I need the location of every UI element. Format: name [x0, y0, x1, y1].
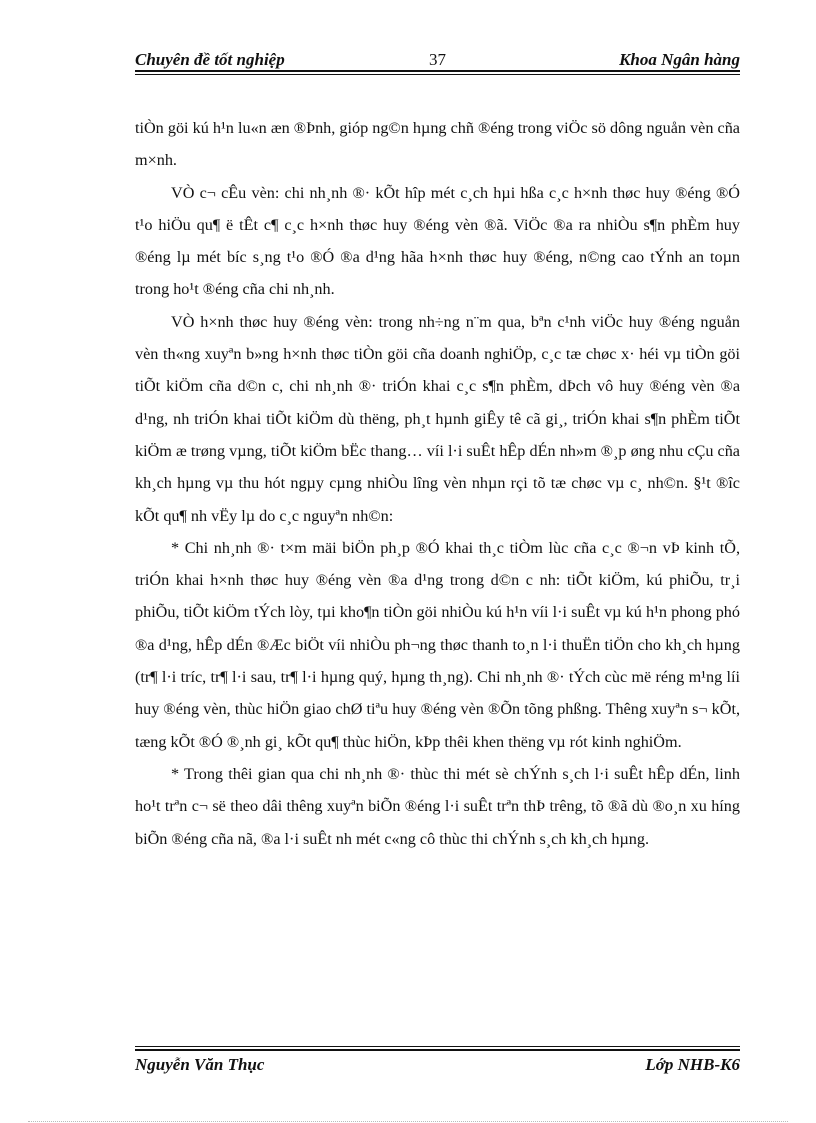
header-department: Khoa Ngân hàng: [619, 50, 740, 69]
footer-rule-thin: [135, 1046, 740, 1047]
footer-author: Nguyễn Văn Thục: [135, 1055, 265, 1074]
page-header: [135, 46, 740, 74]
paragraph: VÒ h×nh thøc huy ®éng vèn: trong nh÷ng n¨m qua, bªn c¹nh viÖc huy ®éng nguån vèn th«ng xuyªn b»ng h×nh thøc tiÒn göi cña doanh nghiÖp, c¸c tæ chøc x· héi vµ tiÒn göi tiÕt kiÖm cña d©n c, chi nh¸nh ®· triÓn khai c¸c s¶n phÈm, dÞch vô huy ®éng vèn ®a d¹ng, nh triÓn khai tiÕt kiÖm dù thëng, ph¸t hµnh giÊy tê cã gi¸, triÓn khai s¶n phÈm tiÕt kiÖm æ trøng vµng, tiÕt kiÖm bËc thang… víi l·i suÊt hÊp dÉn nh»m ®¸p øng nhu cÇu cña kh¸ch hµng vµ thu hót ngµy cµng nhiÒu lîng vèn nhµn rçi tõ tæ chøc vµ c¸ nh©n. §¹t ®îc kÕt qu¶ nh vËy lµ do c¸c nguyªn nh©n:: [135, 312, 740, 525]
document-body: [135, 112, 740, 855]
header-rule-thin: [135, 74, 740, 75]
paragraph: * Chi nh¸nh ®· t×m mäi biÖn ph¸p ®Ó khai th¸c tiÒm lùc cña c¸c ®¬n vÞ kinh tÕ, triÓn khai h×nh thøc huy ®éng vèn ®a d¹ng trong d©n c nh: tiÕt kiÖm, kú phiÕu, tr¸i phiÕu, tiÕt kiÖm tÝch lòy, tµi kho¶n tiÒn göi nhiÒu kú h¹n víi l·i suÊt vµ kú h¹n phong phó ®a d¹ng, hÊp dÉn ®Æc biÖt víi nhiÒu ph¬ng thøc thanh to¸n l·i thuËn tiÖn cho kh¸ch hµng (tr¶ l·i tríc, tr¶ l·i sau, tr¶ l·i hµng quý, hµng th¸ng). Chi nh¸nh ®· tÝch cùc më réng m¹ng líi huy ®éng vèn, thùc hiÖn giao chØ tiªu huy ®éng vèn ®Õn tõng phßng. Thêng xuyªn s¬ kÕt, tæng kÕt ®Ó ®¸nh gi¸ kÕt qu¶ thùc hiÖn, kÞp thêi khen thëng vµ rót kinh nghiÖm.: [135, 538, 740, 751]
paragraph: VÒ c¬ cÊu vèn: chi nh¸nh ®· kÕt hîp mét c¸ch hµi hßa c¸c h×nh thøc huy ®éng ®Ó t¹o hiÖu qu¶ ë tÊt c¶ c¸c h×nh thøc huy ®éng vèn ®ã. ViÖc ®a ra nhiÒu s¶n phÈm huy ®éng lµ mét bíc s¸ng t¹o ®Ó ®a d¹ng hãa h×nh thøc huy ®éng, n©ng cao tÝnh an toµn trong ho¹t ®éng cña chi nh¸nh.: [135, 183, 740, 299]
header-title: Chuyên đề tốt nghiệp: [135, 50, 285, 69]
page-edge-divider: [28, 1121, 788, 1122]
footer-rule-thick: [135, 1049, 740, 1051]
paragraph: * Trong thêi gian qua chi nh¸nh ®· thùc thi mét sè chÝnh s¸ch l·i suÊt hÊp dÉn, linh ho¹t trªn c¬ së theo dâi thêng xuyªn biÕn ®éng l·i suÊt trªn thÞ trêng, tõ ®ã dù ®o¸n xu híng biÕn ®éng cña nã, ®a l·i suÊt nh mét c«ng cô thùc thi chÝnh s¸ch kh¸ch hµng.: [135, 764, 740, 848]
page-number: 37: [429, 50, 446, 69]
page-footer: [135, 1046, 740, 1076]
header-rule-thick: [135, 70, 740, 72]
paragraph: tiÒn göi kú h¹n lu«n æn ®Þnh, gióp ng©n hµng chñ ®éng trong viÖc sö dông nguån vèn cña m×nh.: [135, 119, 740, 170]
footer-class: Lớp NHB-K6: [645, 1055, 740, 1074]
